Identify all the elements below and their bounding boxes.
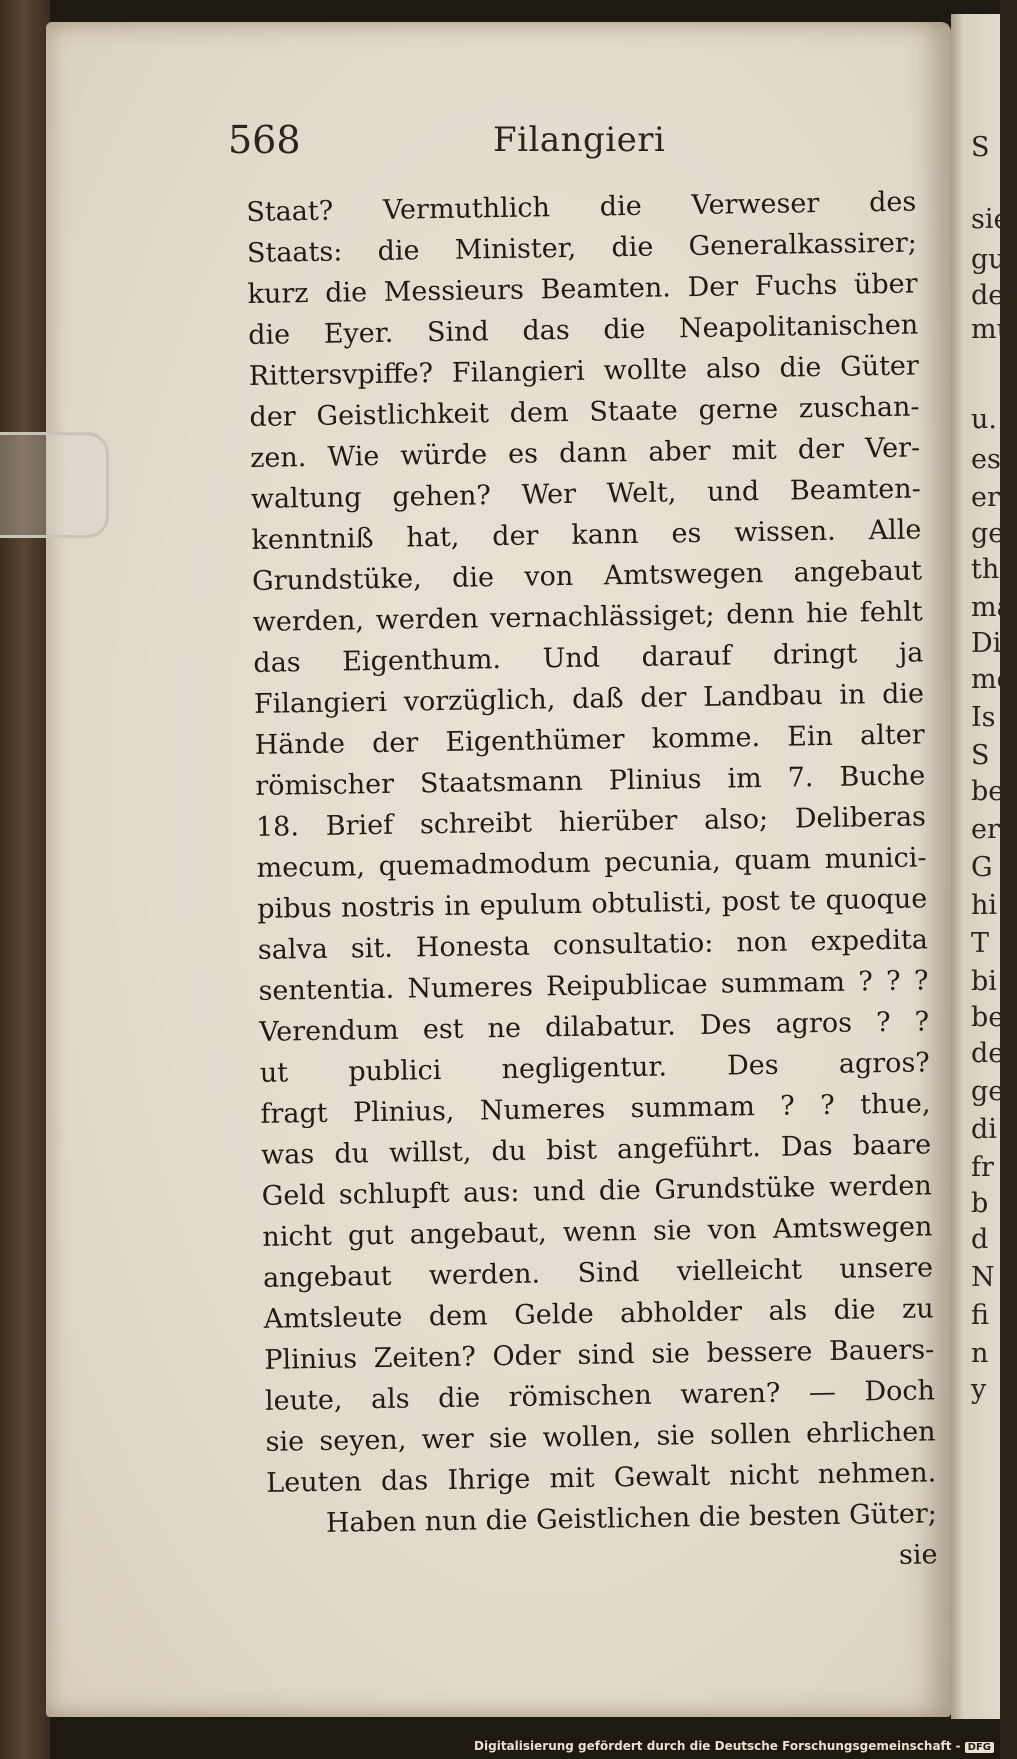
- facing-page-fragment: u.: [971, 404, 997, 435]
- facing-page-fragment: mu: [971, 314, 1014, 345]
- facing-page-fragment: ge: [971, 1076, 1005, 1107]
- text-line: römischer Staatsmann Plinius im 7. Buche: [255, 760, 926, 802]
- facing-page-fragment: S: [971, 132, 990, 163]
- running-head: Filangieri: [493, 120, 666, 160]
- text-line: 18. Brief schreibt hierüber also; Deliberas: [255, 801, 927, 843]
- text-line: mecum, quemadmodum pecunia, quam munici-: [256, 842, 927, 884]
- facing-page-fragment: G: [971, 852, 993, 883]
- credit-text: Digitalisierung gefördert durch die Deutsche Forschungsgemeinschaft -: [474, 1739, 961, 1753]
- text-line: Plinius Zeiten? Oder sind sie bessere Bauers-: [264, 1334, 935, 1376]
- text-line: die Eyer. Sind das die Neapolitanischen: [248, 309, 919, 351]
- facing-page-fragment: der: [971, 280, 1017, 311]
- text-line: pibus nostris in epulum obtulisti, post te quoque: [257, 883, 928, 925]
- text-line: waltung gehen? Wer Welt, und Beamten-: [250, 473, 921, 515]
- facing-page-fragment: ma: [971, 592, 1013, 623]
- facing-page-fragment: y: [971, 1374, 987, 1405]
- facing-page-edge: [951, 14, 1017, 1719]
- facing-page-fragment: b: [971, 1188, 989, 1219]
- book-binding: [0, 0, 50, 1759]
- text-line: zen. Wie würde es dann aber mit der Ver-: [249, 432, 921, 474]
- text-line: der Geistlichkeit dem Staate gerne zuschan-: [249, 391, 920, 433]
- text-line: Verendum est ne dilabatur. Des agros ? ?: [258, 1006, 930, 1048]
- text-line: Staats: die Minister, die Generalkassirer;: [246, 227, 918, 269]
- text-line: Staat? Vermuthlich die Verweser des: [246, 186, 917, 228]
- facing-page-fragment: sie: [971, 204, 1010, 235]
- text-line: Hände der Eigenthümer komme. Ein alter: [254, 719, 925, 761]
- text-line: leute, als die römischen waren? — Doch: [264, 1375, 936, 1417]
- facing-page-fragment: S: [971, 740, 990, 771]
- page-tab-marker: [0, 432, 109, 538]
- facing-page-fragment: thi: [971, 554, 1008, 585]
- text-line: Amtsleute dem Gelde abholder als die zu: [263, 1293, 934, 1335]
- text-line: Rittersvpiffe? Filangieri wollte also die Güter: [248, 350, 920, 392]
- facing-page-fragment: di: [971, 1114, 997, 1145]
- text-line: salva sit. Honesta consultatio: non expedita: [257, 924, 929, 966]
- dfg-logo: DFG: [965, 1742, 994, 1753]
- facing-page-fragment: fr: [971, 1152, 994, 1183]
- body-text: [246, 181, 938, 1585]
- facing-page-fragment: be: [971, 776, 1005, 807]
- text-line: nicht gut angebaut, wenn sie von Amtswegen: [262, 1211, 933, 1253]
- text-line: ut publici negligentur. Des agros?: [259, 1047, 931, 1089]
- text-line: sie: [898, 1539, 938, 1571]
- text-line: angebaut werden. Sind vielleicht unsere: [262, 1252, 934, 1294]
- text-line: Haben nun die Geistlichen die besten Güter;: [325, 1498, 938, 1539]
- facing-page-fragment: T: [971, 928, 990, 959]
- text-line: Grundstüke, die von Amtswegen angebaut: [251, 555, 923, 597]
- facing-page-fragment: bi: [971, 966, 997, 997]
- facing-page-fragment: Is: [971, 702, 996, 733]
- facing-page-fragment: fi: [971, 1300, 990, 1331]
- text-line: kurz die Messieurs Beamten. Der Fuchs über: [247, 268, 918, 310]
- facing-page-fragment: er: [971, 814, 1000, 845]
- text-line: sie seyen, wer sie wollen, sie sollen ehrlichen: [265, 1416, 936, 1458]
- text-line: Geld schlupft aus: und die Grundstüke werden: [261, 1170, 932, 1212]
- facing-page-fragment: de: [971, 1038, 1005, 1069]
- text-line: Filangieri vorzüglich, daß der Landbau in die: [253, 678, 925, 720]
- text-line: werden, werden vernachlässiget; denn hie fehlt: [252, 596, 923, 638]
- facing-page-fragment: n: [971, 1338, 989, 1369]
- text-line: Leuten das Ihrige mit Gewalt nicht nehmen.: [266, 1457, 937, 1499]
- page-number: 568: [228, 118, 301, 162]
- facing-page-fragment: N: [971, 1262, 995, 1293]
- digitization-credit: [474, 1739, 994, 1753]
- facing-page-fragment: es: [971, 444, 1001, 475]
- facing-page-fragment: d: [971, 1224, 989, 1255]
- facing-page-fragment: hi: [971, 890, 998, 921]
- facing-page-fragment: Di: [971, 628, 1002, 659]
- facing-page-fragment: gu: [971, 244, 1006, 275]
- text-line: kenntniß hat, der kann es wissen. Alle: [251, 514, 922, 556]
- page-header: [228, 118, 918, 166]
- facing-page-fragment: erf: [971, 482, 1010, 513]
- text-line: sententia. Numeres Reipublicae summam ? ? ?: [258, 965, 929, 1007]
- facing-page-fragment: be: [971, 1002, 1005, 1033]
- text-line: das Eigenthum. Und darauf dringt ja: [253, 637, 924, 679]
- facing-page-fragment: me: [971, 664, 1013, 695]
- facing-page-fragment: gei: [971, 518, 1013, 549]
- text-line: fragt Plinius, Numeres summam ? ? thue,: [260, 1088, 931, 1130]
- text-line: was du willst, du bist angeführt. Das baare: [260, 1129, 932, 1171]
